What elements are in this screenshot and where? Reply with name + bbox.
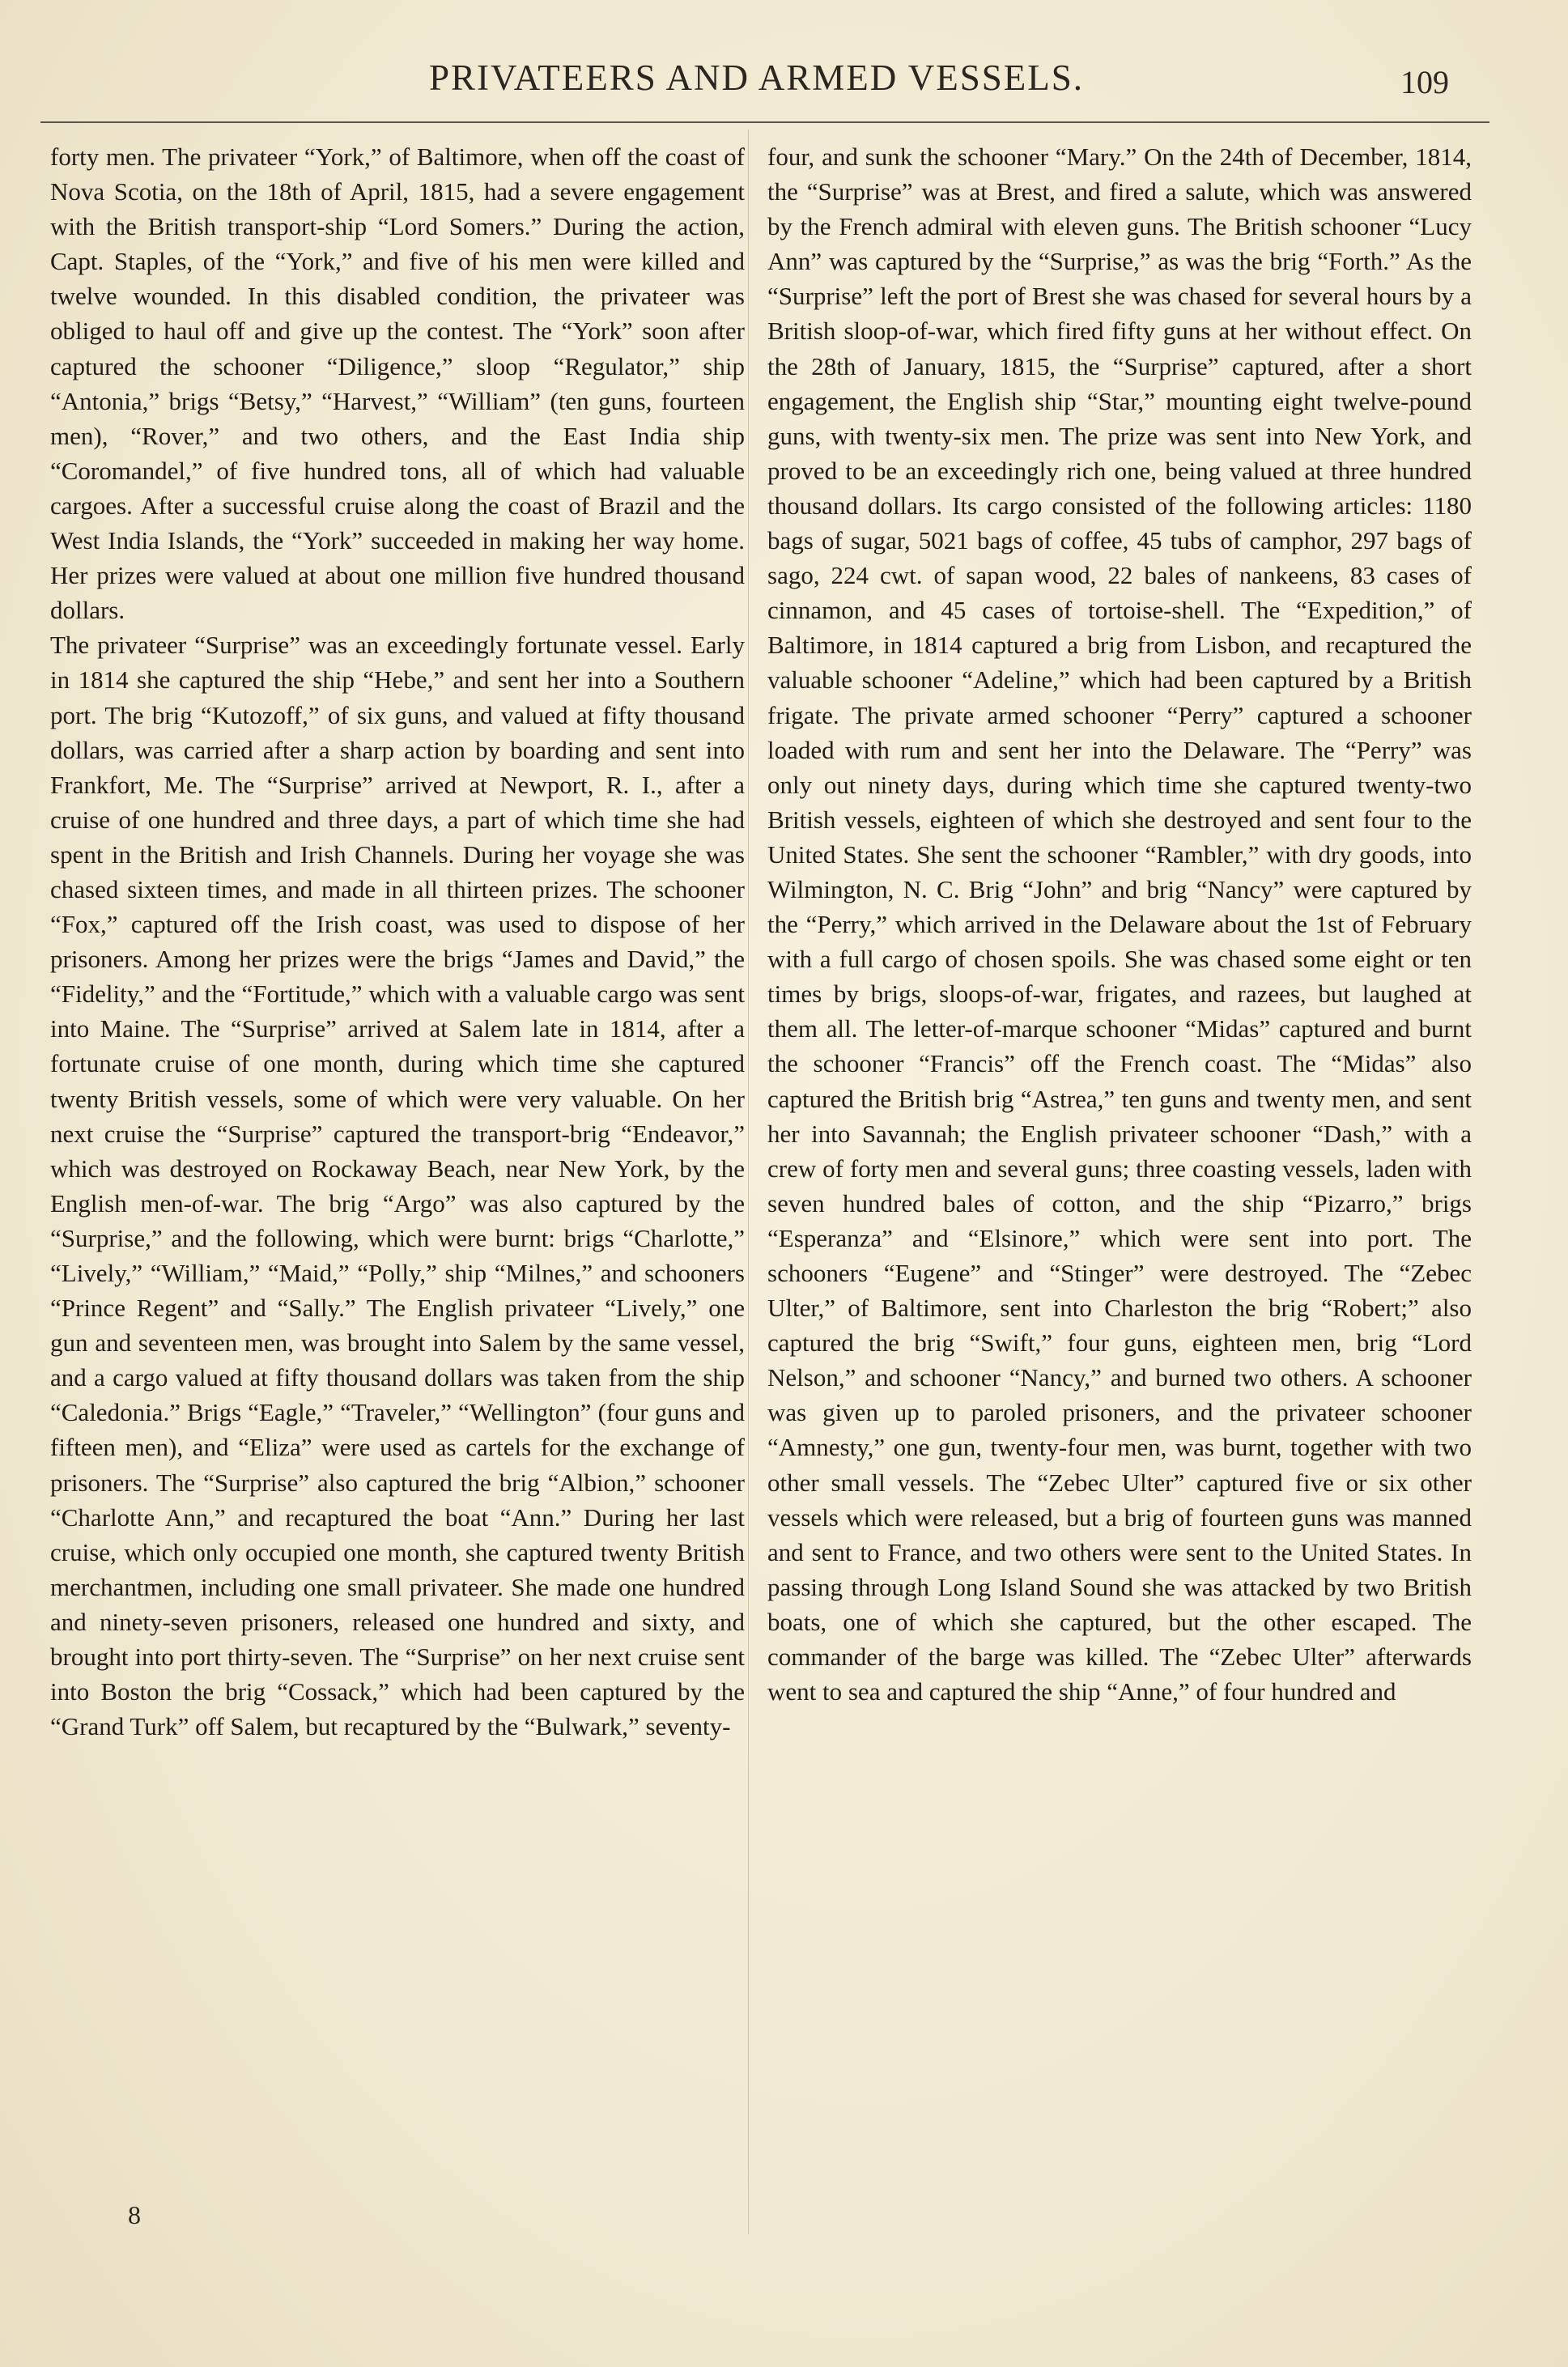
paragraph: four, and sunk the schooner “Mary.” On the 24th of December, 1814, the “Surprise” was at Brest, and fired a salute, which was answered by the French admiral with eleven guns. The British schooner “Lucy Ann” was captured by the “Surprise,” as was the brig “Forth.” As the “Surprise” left the port of Brest she was chased for several hours by a British sloop-of-war, which fired fifty guns at her without effect. On the 28th of January, 1815, the “Surprise” captured, after a short engagement, the English ship “Star,” mounting eight twelve-pound guns, with twenty-six men. The prize was sent into New York, and proved to be an exceedingly rich one, being valued at three hundred thousand dollars. Its cargo consisted of the following articles: 1180 bags of sugar, 5021 bags of coffee, 45 tubs of camphor, 297 bags of sago, 224 cwt. of sapan wood, 22 bales of nankeens, 83 cases of cinnamon, and 45 cases of tortoise-shell. The “Expedition,” of Baltimore, in 1814 captured a brig from Lisbon, and recaptured the valuable schooner “Adeline,” which had been captured by a British frigate. The private armed schooner “Perry” captured a schooner loaded with rum and sent her into the Delaware. The “Perry” was only out ninety days, during which time she captured twenty-two British vessels, eighteen of which she destroyed and sent four to the United States. She sent the schooner “Rambler,” with dry goods, into Wilmington, N. C. Brig “John” and brig “Nancy” were captured by the “Perry,” which arrived in the Delaware about the 1st of February with a full cargo of chosen spoils. She was chased some eight or ten times by brigs, sloops-of-war, frigates, and razees, but laughed at them all. The letter-of-marque schooner “Midas” captured and burnt the schooner “Francis” off the French coast. The “Midas” also captured the British brig “Astrea,” ten guns and twenty men, and sent her into Savannah; the English privateer schooner “Dash,” with a crew of forty men and several guns; three coasting vessels, laden with seven hundred bales of cotton, and the ship “Pizarro,” brigs “Esperanza” and “Elsinore,” which were sent into port. The schooners “Eugene” and “Stinger” were destroyed. The “Zebec Ulter,” of Baltimore, sent into Charleston the brig “Robert;” also captured the brig “Swift,” four guns, eighteen men, brig “Lord Nelson,” and schooner “Nancy,” and burned two others. A schooner was given up to paroled prisoners, and the privateer schooner “Amnesty,” one gun, twenty-four men, was burnt, together with two other small vessels. The “Zebec Ulter” captured five or six other vessels which were released, but a brig of fourteen guns was manned and sent to France, and two others were sent to the United States. In passing through Long Island Sound she was attacked by two British boats, one of which she captured, but the other escaped. The commander of the barge was killed. The “Zebec Ulter” afterwards went to sea and captured the ship “Anne,” of four hundred and bbox=[767, 142, 1472, 1706]
paragraph: The privateer “Surprise” was an exceedingly fortunate vessel. Early in 1814 she captured the ship “Hebe,” and sent her into a Southern port. The brig “Kutozoff,” of six guns, and valued at fifty thousand dollars, was carried after a sharp action by boarding and sent into Frankfort, Me. The “Surprise” arrived at Newport, R. I., after a cruise of one hundred and three days, a part of which time she had spent in the British and Irish Channels. During her voyage she was chased sixteen times, and made in all thirteen prizes. The schooner “Fox,” captured off the Irish coast, was used to dispose of her prisoners. Among her prizes were the brigs “James and David,” the “Fidelity,” and the “Fortitude,” which with a valuable cargo was sent into Maine. The “Surprise” arrived at Salem late in 1814, after a fortunate cruise of one month, during which time she captured twenty British vessels, some of which were very valuable. On her next cruise the “Surprise” captured the transport-brig “Endeavor,” which was destroyed on Rockaway Beach, near New York, by the English men-of-war. The brig “Argo” was also captured by the “Surprise,” and the following, which were burnt: brigs “Charlotte,” “Lively,” “William,” “Maid,” “Polly,” ship “Milnes,” and schooners “Prince Regent” and “Sally.” The English privateer “Lively,” one gun and seventeen men, was brought into Salem by the same vessel, and a cargo valued at fifty thousand dollars was taken from the ship “Caledonia.” Brigs “Eagle,” “Traveler,” “Wellington” (four guns and fifteen men), and “Eliza” were used as cartels for the exchange of prisoners. The “Surprise” also captured the brig “Albion,” schooner “Charlotte Ann,” and recaptured the boat “Ann.” During her last cruise, which only occupied one month, she captured twenty British merchantmen, including one small privateer. She made one hundred and ninety-seven prisoners, released one hundred and sixty, and brought into port thirty-seven. The “Surprise” on her next cruise sent into Boston the brig “Cossack,” which had been captured by the “Grand Turk” off Salem, but recaptured by the “Bulwark,” seventy- bbox=[50, 631, 745, 1741]
running-header bbox=[40, 50, 1489, 115]
running-title: PRIVATEERS AND ARMED VESSELS. bbox=[429, 57, 1085, 98]
right-column bbox=[767, 139, 1472, 1709]
column-divider bbox=[748, 130, 749, 2234]
signature-mark: 8 bbox=[128, 2200, 141, 2229]
left-column bbox=[50, 139, 745, 1744]
page-number: 109 bbox=[1400, 64, 1449, 100]
paragraph: forty men. The privateer “York,” of Baltimore, when off the coast of Nova Scotia, on the 18th of April, 1815, had a severe engagement with the British transport-ship “Lord Somers.” During the action, Capt. Staples, of the “York,” and five of his men were killed and twelve wounded. In this disabled condition, the privateer was obliged to haul off and give up the contest. The “York” soon after captured the schooner “Diligence,” sloop “Regulator,” ship “Antonia,” brigs “Betsy,” “Harvest,” “William” (ten guns, fourteen men), “Rover,” and two others, and the East India ship “Coromandel,” of five hundred tons, all of which had valuable cargoes. After a successful cruise along the coast of Brazil and the West India Islands, the “York” succeeded in making her way home. Her prizes were valued at about one million five hundred thousand dollars. bbox=[50, 142, 745, 625]
header-rule bbox=[40, 121, 1489, 123]
